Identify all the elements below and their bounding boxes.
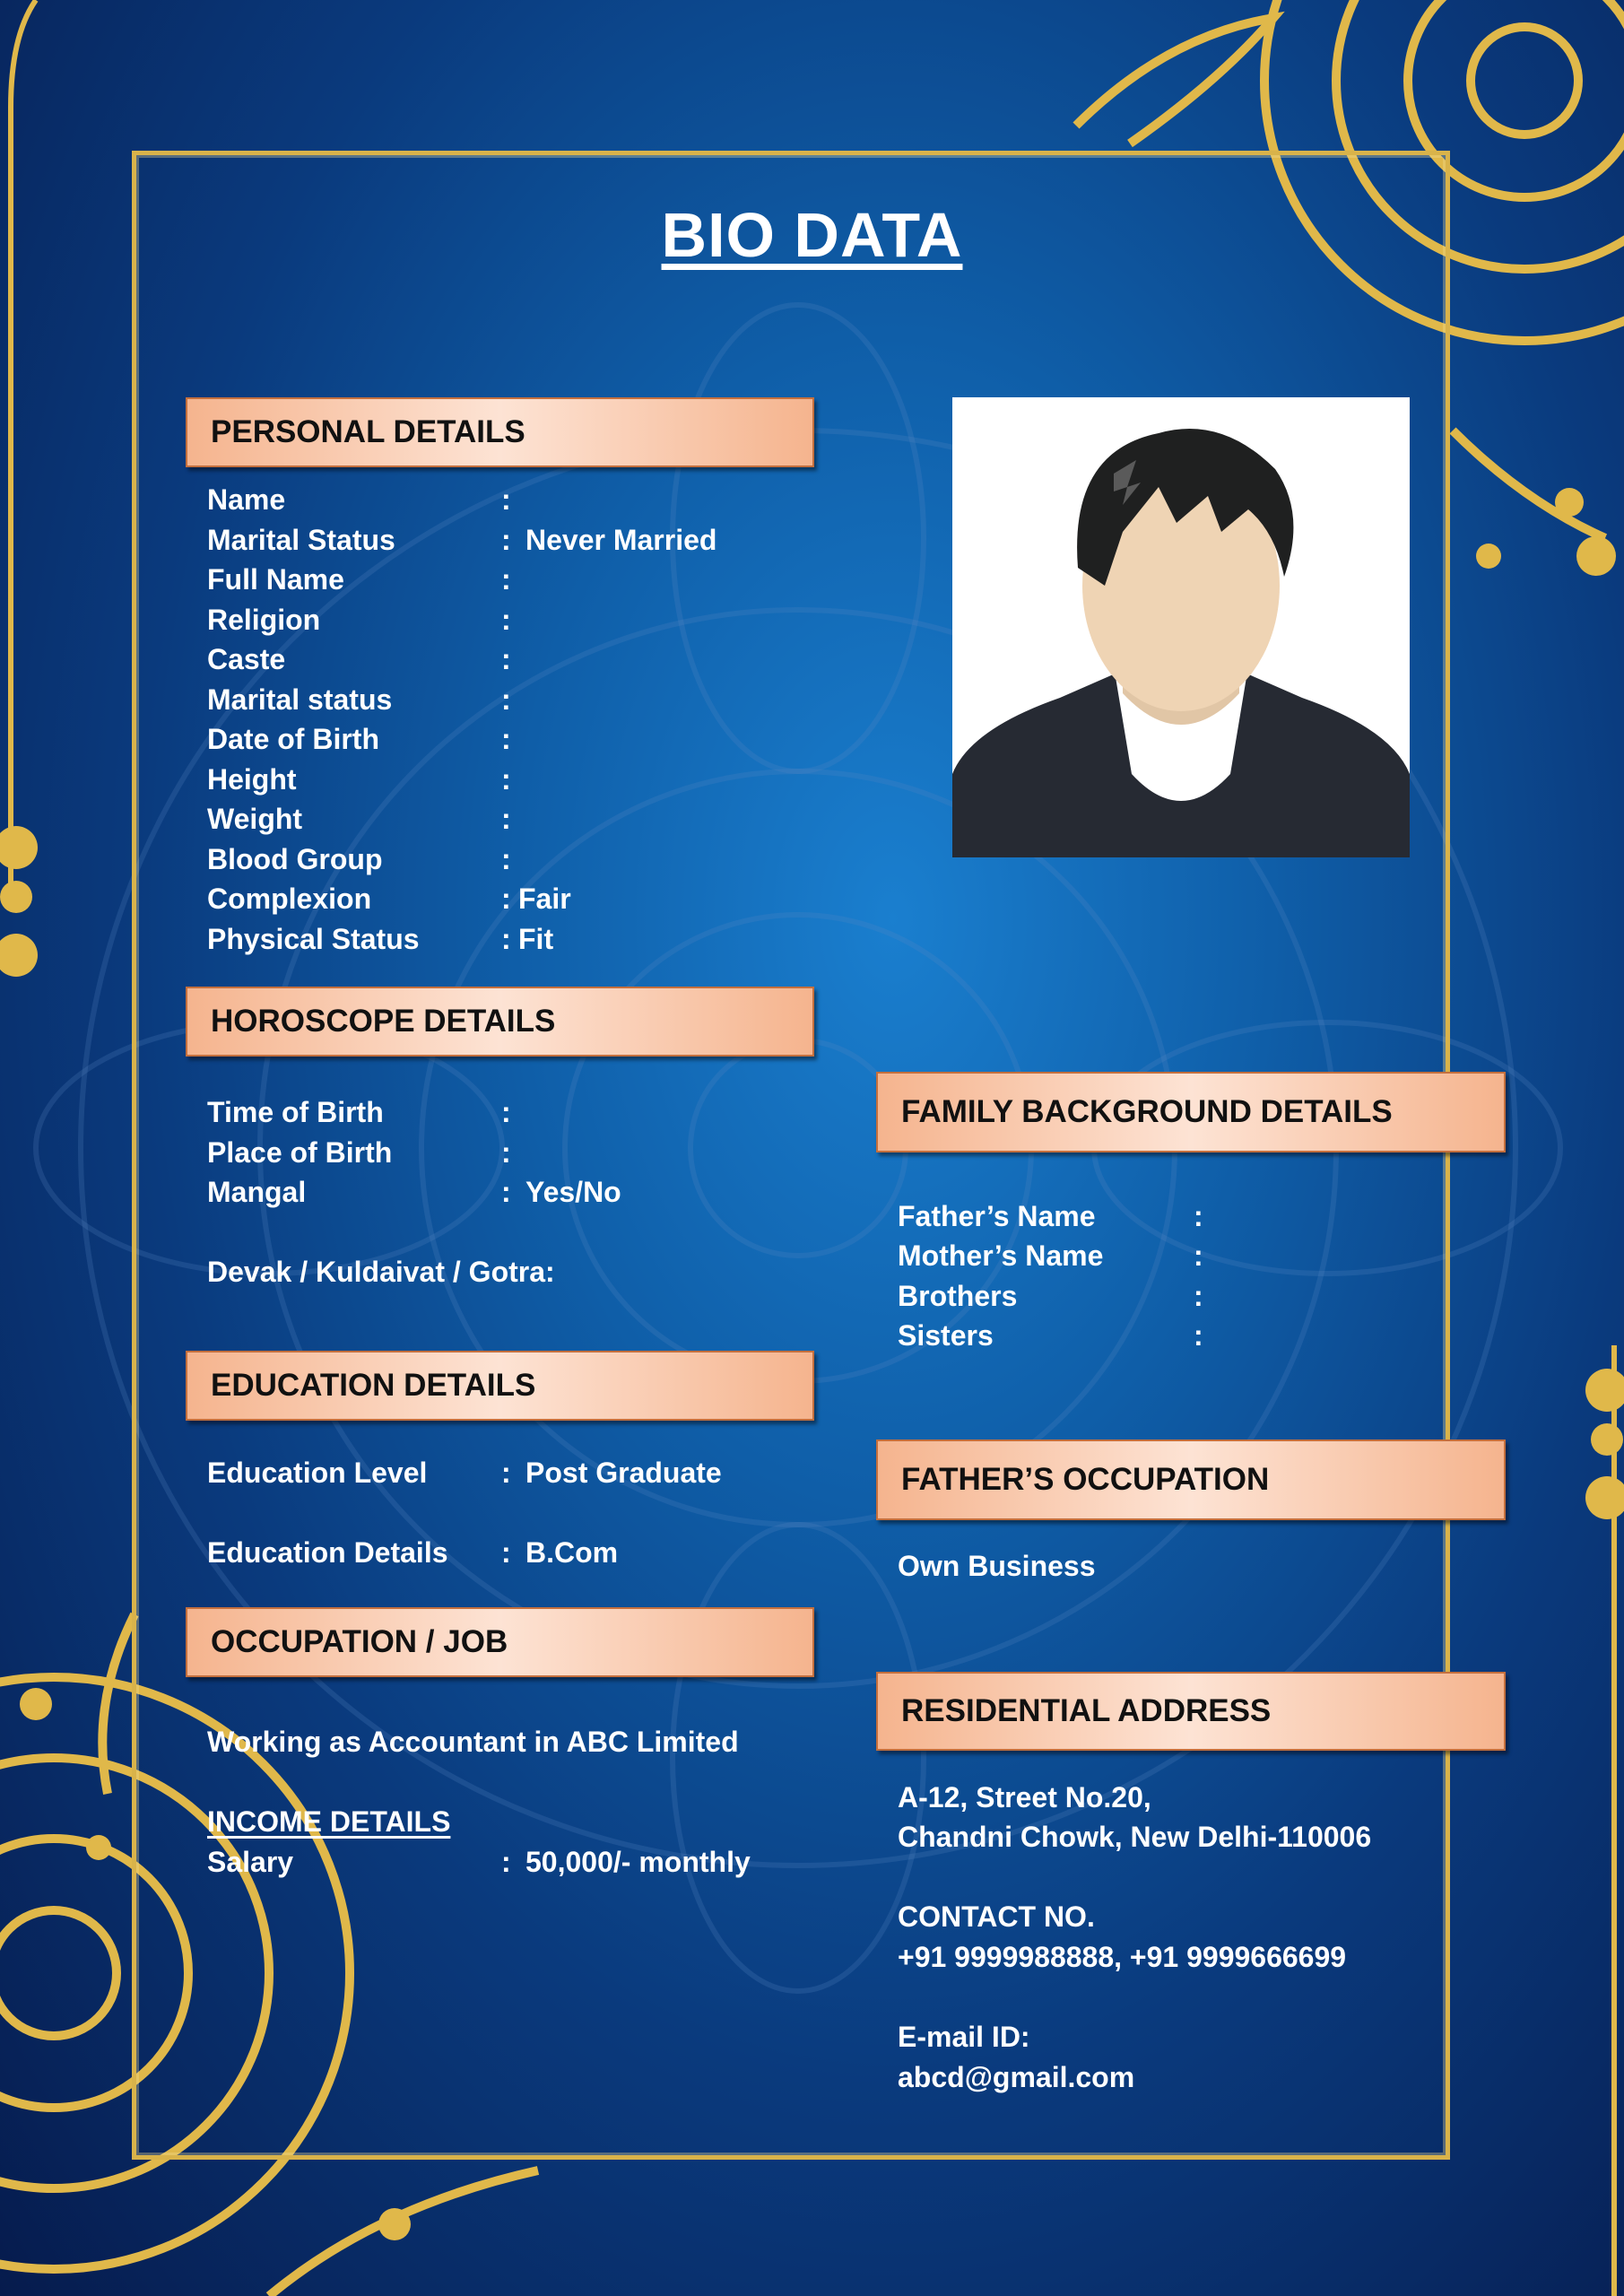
row-label: Marital Status [207, 524, 395, 556]
row-colon: : [501, 1846, 511, 1878]
row-colon: : [501, 1176, 511, 1208]
row-colon: : [501, 1457, 511, 1489]
row-colon: : [501, 1096, 511, 1128]
address-line-1: A-12, Street No.20, [898, 1781, 1151, 1813]
row-value: Fair [518, 883, 571, 915]
row-label: Salary [207, 1846, 294, 1878]
row-colon: : [501, 524, 511, 556]
row-label: Height [207, 763, 297, 796]
row-colon: : [501, 803, 511, 835]
occupation-banner [186, 1607, 814, 1677]
father-occupation-text: Own Business [898, 1550, 1096, 1582]
gotra-label: Devak / Kuldaivat / Gotra: [207, 1256, 555, 1288]
row-value: Yes/No [525, 1176, 621, 1208]
education-details-banner [186, 1351, 814, 1421]
row-label: Time of Birth [207, 1096, 384, 1128]
row-colon: : [1194, 1239, 1203, 1272]
address-line-2: Chandni Chowk, New Delhi-110006 [898, 1821, 1372, 1853]
row-label: Weight [207, 803, 303, 835]
family-background-banner [876, 1072, 1506, 1152]
row-label: Name [207, 483, 286, 516]
contact-label: CONTACT NO. [898, 1900, 1095, 1933]
education-details-heading: EDUCATION DETAILS [211, 1368, 536, 1403]
profile-photo [952, 397, 1410, 857]
row-label: Place of Birth [207, 1136, 393, 1169]
row-colon: : [501, 723, 511, 755]
row-colon: : [1194, 1319, 1203, 1352]
father-occupation-banner [876, 1439, 1506, 1520]
residential-address-heading: RESIDENTIAL ADDRESS [901, 1693, 1272, 1728]
row-value: Fit [518, 923, 554, 955]
row-colon: : [501, 1536, 511, 1569]
row-colon: : [1194, 1280, 1203, 1312]
row-label: Physical Status [207, 923, 420, 955]
row-label: Education Level [207, 1457, 428, 1489]
row-label: Marital status [207, 683, 393, 716]
email-label: E-mail ID: [898, 2021, 1030, 2053]
row-value: B.Com [525, 1536, 619, 1569]
personal-details-banner [186, 397, 814, 467]
row-colon: : [501, 643, 511, 675]
horoscope-details-heading: HOROSCOPE DETAILS [211, 1004, 556, 1039]
row-value: Post Graduate [525, 1457, 722, 1489]
row-colon: : [501, 763, 511, 796]
row-colon: : [501, 883, 511, 915]
horoscope-details-banner [186, 987, 814, 1057]
row-label: Mother’s Name [898, 1239, 1104, 1272]
row-value: Never Married [525, 524, 717, 556]
contact-value: +91 9999988888, +91 9999666699 [898, 1941, 1347, 1973]
occupation-heading: OCCUPATION / JOB [211, 1624, 508, 1659]
row-value: 50,000/- monthly [525, 1846, 751, 1878]
row-colon: : [501, 563, 511, 596]
row-label: Blood Group [207, 843, 383, 875]
avatar-icon [952, 397, 1410, 857]
row-label: Brothers [898, 1280, 1018, 1312]
row-label: Complexion [207, 883, 372, 915]
father-occupation-heading: FATHER’S OCCUPATION [901, 1462, 1270, 1497]
row-colon: : [501, 683, 511, 716]
occupation-text: Working as Accountant in ABC Limited [207, 1726, 739, 1758]
row-label: Father’s Name [898, 1200, 1096, 1232]
row-label: Mangal [207, 1176, 307, 1208]
personal-details-heading: PERSONAL DETAILS [211, 414, 525, 449]
row-label: Date of Birth [207, 723, 379, 755]
family-background-heading: FAMILY BACKGROUND DETAILS [901, 1094, 1393, 1129]
row-colon: : [501, 1136, 511, 1169]
row-label: Religion [207, 604, 321, 636]
residential-address-banner [876, 1672, 1506, 1751]
row-colon: : [1194, 1200, 1203, 1232]
row-colon: : [501, 843, 511, 875]
row-colon: : [501, 483, 511, 516]
row-label: Education Details [207, 1536, 448, 1569]
income-details-heading: INCOME DETAILS [207, 1805, 451, 1838]
row-colon: : [501, 604, 511, 636]
page-title: BIO DATA [661, 200, 963, 270]
row-label: Full Name [207, 563, 344, 596]
email-value: abcd@gmail.com [898, 2061, 1135, 2093]
row-colon: : [501, 923, 511, 955]
row-label: Caste [207, 643, 286, 675]
row-label: Sisters [898, 1319, 994, 1352]
